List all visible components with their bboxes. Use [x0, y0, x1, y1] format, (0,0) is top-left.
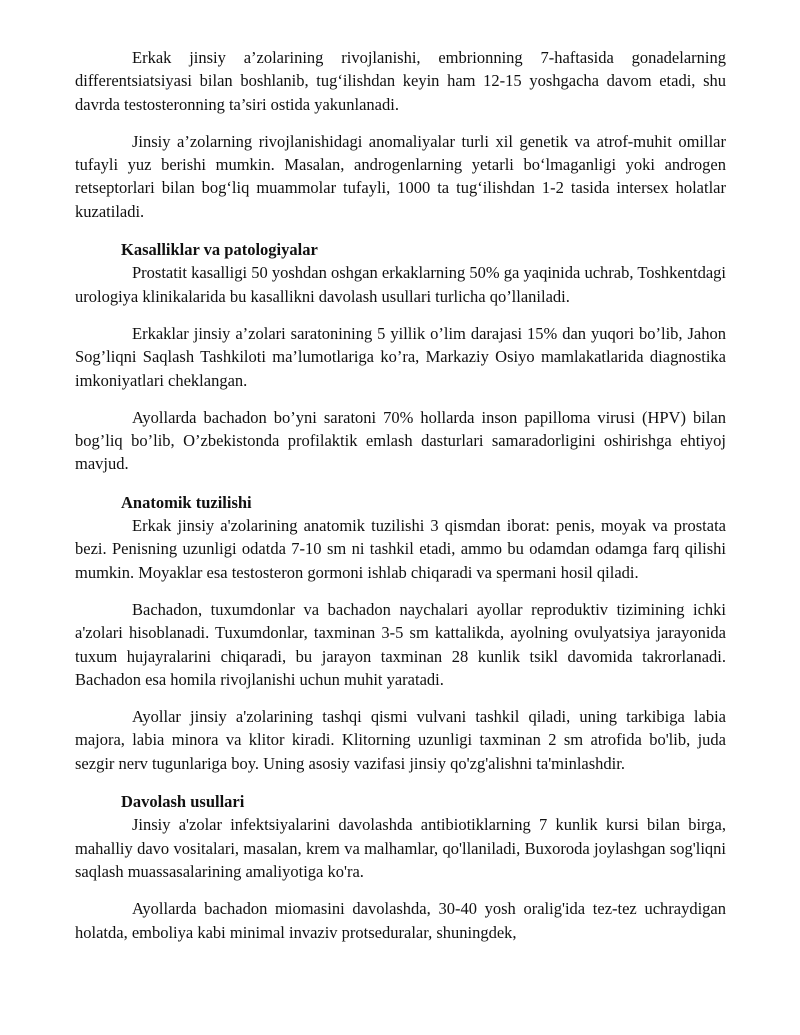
heading-anatomy: Anatomik tuzilishi: [121, 492, 252, 512]
paragraph-infection-treatment: Jinsiy a'zolar infektsiyalarini davolashda antibiotiklarning 7 kunlik kursi bilan birga, mahalliy davo vositalari, masalan, krem va malhamlar, qo'llaniladi, Buxoroda joylashgan sog'liqni saqlash muassasalarining amaliyotiga ko'ra.: [75, 815, 726, 881]
paragraph-female-internal: Bachadon, tuxumdonlar va bachadon naychalari ayollar reproduktiv tizimining ichki a'zolari hisoblanadi. Tuxumdonlar, taxminan 3-5 sm kattalikda, ayolning ovulyatsiya jarayonida tuxum hujayralarini chiqaradi, bu jarayon taxminan 28 kunlik tsikl davomida takrorlanadi. Bachadon esa homila rivojlanishi uchun muhit yaratadi.: [75, 599, 726, 689]
paragraph-anomalies: Jinsiy a’zolarning rivojlanishidagi anomaliyalar turli xil genetik va atrof-muhit omillar tufayli yuz berishi mumkin. Masalan, androgenlarning yetarli bo‘lmaganligi yoki androgen retseptorlari bilan bog‘liq muammolar tufayli, 1000 ta tug‘ilishdan 1-2 tasida intersex holatlar kuzatiladi.: [75, 131, 726, 221]
paragraph-male-development: Erkak jinsiy a’zolarining rivojlanishi, embrionning 7-haftasida gonadelarning differentsiatsiyasi bilan boshlanib, tug‘ilishdan keyin ham 12-15 yoshgacha davom etadi, shu davrda testosteronning ta’siri ostida yakunlanadi.: [75, 48, 726, 114]
paragraph-myoma-treatment: Ayollarda bachadon miomasini davolashda, 30-40 yosh oralig'ida tez-tez uchraydigan holatda, emboliya kabi minimal invaziv protseduralar, shuningdek,: [75, 899, 726, 942]
document-body: [75, 46, 726, 944]
paragraph-prostatitis: Prostatit kasalligi 50 yoshdan oshgan erkaklarning 50% ga yaqinida uchrab, Toshkentdagi urologiya klinikalarida bu kasallikni davolash usullari turlicha qo’llaniladi.: [75, 263, 726, 306]
paragraph-cervical-cancer: Ayollarda bachadon bo’yni saratoni 70% hollarda inson papilloma virusi (HPV) bilan bog’liq bo’lib, O’zbekistonda profilaktik emlash dasturlari samaradorligini oshirishga ehtiyoj mavjud.: [75, 407, 726, 474]
paragraph-male-cancer: Erkaklar jinsiy a’zolari saratonining 5 yillik o’lim darajasi 15% dan yuqori bo’lib, Jahon Sog’liqni Saqlash Tashkiloti ma’lumotlariga ko’ra, Markaziy Osiyo mamlakatlarida diagnostika imkoniyatlari cheklangan.: [75, 323, 726, 390]
paragraph-male-anatomy: Erkak jinsiy a'zolarining anatomik tuzilishi 3 qismdan iborat: penis, moyak va prostata bezi. Penisning uzunligi odatda 7-10 sm ni tashkil etadi, ammo bu odamdan odamga farq qilishi mumkin. Moyaklar esa testosteron gormoni ishlab chiqaradi va spermani hosil qiladi.: [75, 516, 726, 582]
heading-diseases: Kasalliklar va patologiyalar: [121, 240, 318, 260]
paragraph-female-external: Ayollar jinsiy a'zolarining tashqi qismi vulvani tashkil qiladi, uning tarkibiga labia majora, labia minora va klitor kiradi. Klitorning uzunligi taxminan 2 sm atrofida bo'lib, juda sezgir nerv tugunlariga boy. Uning asosiy vazifasi jinsiy qo'zg'alishni ta'minlashdir.: [75, 707, 726, 773]
heading-treatment: Davolash usullari: [121, 792, 245, 812]
